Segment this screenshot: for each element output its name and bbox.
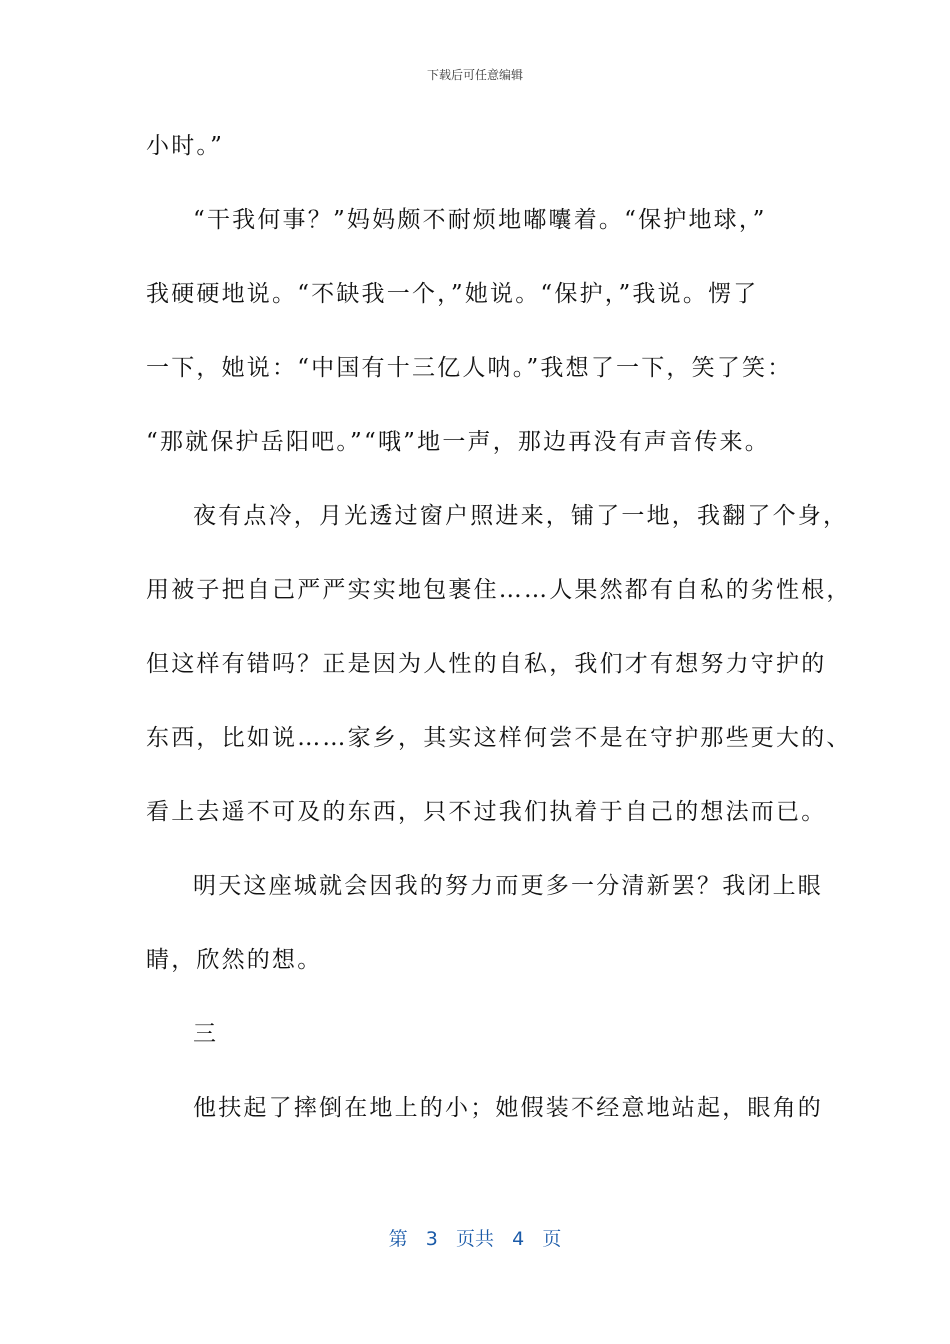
text-line: 看上去遥不可及的东西，只不过我们执着于自己的想法而已。 [146,799,827,825]
text-line: 睛，欣然的想。 [146,947,323,973]
footer-prefix: 第 [388,1228,408,1250]
text-line: 他扶起了摔倒在地上的小；她假装不经意地站起，眼角的 [193,1095,823,1121]
text-line: 小时。” [146,133,225,159]
text-line: 明天这座城就会因我的努力而更多一分清新罢？我闭上眼 [193,873,823,899]
document-body [146,120,852,1156]
text-line: 东西，比如说……家乡，其实这样何尝不是在守护那些更大的、 [146,725,852,751]
text-line: 一下，她说：“中国有十三亿人呐。”我想了一下，笑了笑： [146,355,793,381]
current-page-number: 3 [425,1228,438,1250]
text-line: 我硬硬地说。“不缺我一个，”她说。“保护，”我说。愣了 [146,281,759,307]
text-line: “那就保护岳阳吧。”“哦”地一声，那边再没有声音传来。 [146,429,770,455]
text-line: 夜有点冷，月光透过窗户照进来，铺了一地，我翻了个身， [193,503,849,529]
footer-suffix: 页 [542,1228,562,1250]
section-heading: 三 [193,1021,219,1047]
page-header: 下载后可任意编辑 [426,68,523,82]
text-line: 用被子把自己严严实实地包裹住……人果然都有自私的劣性根， [146,577,852,603]
total-pages-number: 4 [512,1228,525,1250]
page-footer [0,1224,950,1251]
footer-middle: 页共 [455,1228,494,1250]
text-line: 但这样有错吗？正是因为人性的自私，我们才有想努力守护的 [146,651,827,677]
text-line: “干我何事？”妈妈颇不耐烦地嘟囔着。“保护地球，” [193,207,767,233]
